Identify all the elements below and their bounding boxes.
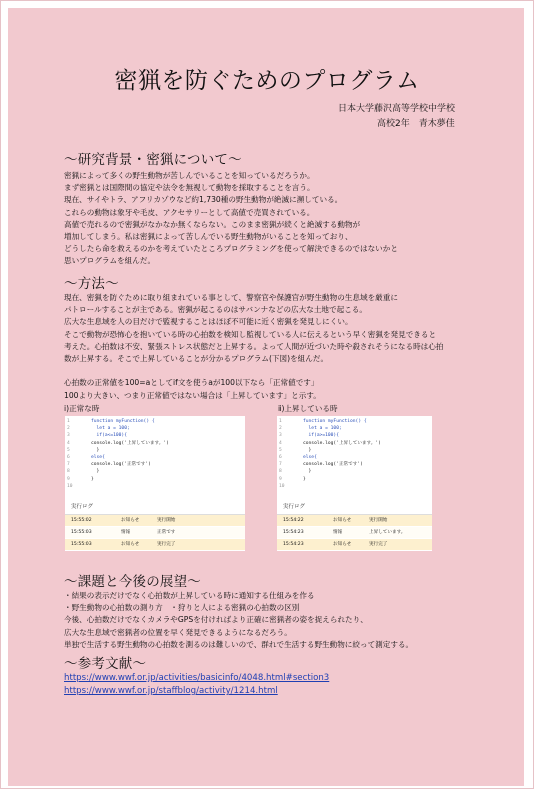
code-text: else{ <box>303 454 317 460</box>
code-line <box>277 454 432 461</box>
code-line <box>65 432 245 439</box>
code-line <box>277 440 432 447</box>
log-row <box>277 527 432 539</box>
caption-normal: i)正常な時 <box>64 404 100 413</box>
code-line <box>277 476 432 483</box>
code-line <box>277 425 432 432</box>
method-line: 現在、密猟を防ぐために取り組まれている事として、警察官や保護官が野生動物の生息域を厳重に <box>64 293 398 302</box>
line-number: 10 <box>279 483 285 489</box>
code-line <box>65 440 245 447</box>
line-number: 3 <box>279 433 282 439</box>
execution-log-title: 実行ログ <box>283 504 306 510</box>
log-message: 実行完了 <box>157 542 176 547</box>
code-text: } <box>91 476 94 482</box>
log-time: 15:55:02 <box>71 518 92 523</box>
log-row <box>277 515 432 527</box>
future-line: ・結果の表示だけでなく心拍数が上昇している時に通知する仕組みを作る <box>64 591 315 600</box>
code-editor <box>65 418 245 490</box>
log-message: 実行開始 <box>157 518 176 523</box>
line-number: 1 <box>67 419 70 424</box>
code-line <box>65 418 245 425</box>
method-line: そこで動物が恐怖心を抱いている時の心拍数を検知し監視している人に伝えるという早く密猟を発見できると <box>64 329 437 339</box>
method-line <box>64 365 443 377</box>
future-line: 単独で生活する野生動物の心拍数を測るのは難しいので、群れで生活する野生動物に絞って測定する。 <box>64 639 414 649</box>
background-line: どうしたら命を救えるのかを考えていたところプログラミングを使って解決できるのではないかと <box>64 244 398 254</box>
log-level: お知らせ <box>121 518 140 523</box>
future-line: ・野生動物の心拍数の測り方 ・狩りと人による密猟の心拍数の区別 <box>64 603 300 613</box>
code-text: let a = 100; <box>303 426 342 432</box>
code-text: else{ <box>91 454 105 460</box>
code-line <box>65 461 245 468</box>
background-line: 思いプログラムを組んだ。 <box>64 256 156 266</box>
reference-link[interactable]: https://www.wwf.or.jp/activities/basicinfo/4048.html#section3 <box>64 673 330 683</box>
future-line: 今後、心拍数だけでなくカメラやGPSを付ければより正確に密猟者の姿を捉えられたり、 <box>64 615 368 625</box>
code-text: } <box>303 469 312 475</box>
log-row <box>277 539 432 551</box>
log-time: 15:55:03 <box>71 530 92 535</box>
background-line: 増加してしまう。私は密猟によって苦しんでいる野生動物がいることを知っており、 <box>64 232 353 242</box>
poster-title: 密猟を防ぐためのプログラム <box>114 68 420 94</box>
code-line <box>65 468 245 475</box>
log-row <box>65 527 245 539</box>
code-text: } <box>303 447 312 453</box>
execution-log-title: 実行ログ <box>71 504 94 510</box>
future-line: 広大な生息域で密猟者の位置を早く発見できるようになるだろう。 <box>64 627 292 637</box>
code-text: console.log('正常です') <box>303 462 363 468</box>
method-line: パトロールすることが主である。密猟が起こるのはサバンナなどの広大な土地で起こる。 <box>64 305 367 315</box>
line-number: 9 <box>67 476 70 482</box>
background-text <box>64 170 398 268</box>
background-line: これらの動物は象牙や毛皮、アクセサリーとして高値で売買されている。 <box>64 207 315 217</box>
code-text: let a = 100; <box>91 426 130 432</box>
line-number: 8 <box>279 469 282 475</box>
code-text: function myFunction() { <box>303 419 367 424</box>
log-level: 情報 <box>121 530 131 535</box>
reference-link[interactable]: https://www.wwf.or.jp/staffblog/activity/1214.html <box>64 686 278 696</box>
background-line: まず密猟とは国際間の協定や法令を無視して動物を採取することを言う。 <box>64 183 315 193</box>
references-heading: ～参考文献～ <box>64 656 147 672</box>
log-row <box>65 515 245 527</box>
method-line: 心拍数の正常値を100=aとしてif文を使うaが100以下なら「正常値です」 <box>64 378 319 388</box>
log-message: 上昇しています。 <box>369 530 406 535</box>
line-number: 9 <box>279 476 282 482</box>
code-line <box>65 454 245 461</box>
code-line <box>277 483 432 490</box>
future-heading: ～課題と今後の展望～ <box>64 574 201 590</box>
screenshot-normal <box>65 416 245 548</box>
line-number: 5 <box>279 447 282 453</box>
code-line <box>277 461 432 468</box>
code-text: function myFunction() { <box>91 419 155 424</box>
method-line: 100より大きい、つまり正常値ではない場合は「上昇しています」と示す。 <box>64 390 321 400</box>
background-line: 密猟によって多くの野生動物が苦しんでいることを知っているだろうか。 <box>64 171 315 180</box>
execution-log <box>277 514 432 551</box>
code-text: console.log('上昇しています。') <box>91 440 169 446</box>
method-heading: ～方法～ <box>64 276 119 292</box>
author-name: 高校2年 青木夢佳 <box>377 119 455 129</box>
code-line <box>65 447 245 454</box>
line-number: 4 <box>279 440 282 446</box>
log-time: 15:54:23 <box>283 542 304 547</box>
log-time: 15:54:22 <box>283 518 304 523</box>
school-name: 日本大学藤沢高等学校中学校 <box>338 104 456 114</box>
method-line: 数が上昇する。そこで上昇していることが分かるプログラム(下図)を組んだ。 <box>64 354 329 364</box>
code-line <box>277 447 432 454</box>
method-line: 考えた。心拍数は不安、緊張ストレス状態だと上昇する。よって人間が近づいた時や殺されそうになる時は心拍 <box>64 341 444 351</box>
code-text: if(a>=100){ <box>303 433 339 439</box>
line-number: 10 <box>67 483 73 489</box>
line-number: 2 <box>279 426 282 432</box>
code-text: } <box>303 476 306 482</box>
line-number: 3 <box>67 433 70 439</box>
log-level: お知らせ <box>333 518 352 523</box>
code-line <box>65 425 245 432</box>
log-level: お知らせ <box>121 542 140 547</box>
caption-rising: ⅱ)上昇している時 <box>278 404 338 413</box>
code-text: console.log('上昇しています。') <box>303 440 381 446</box>
execution-log <box>65 514 245 551</box>
line-number: 6 <box>279 454 282 460</box>
log-level: お知らせ <box>333 542 352 547</box>
line-number: 2 <box>67 426 70 432</box>
line-number: 6 <box>67 454 70 460</box>
code-text: console.log('正常です') <box>91 462 151 468</box>
log-message: 実行完了 <box>369 542 388 547</box>
line-number: 1 <box>279 419 282 424</box>
code-editor <box>277 418 432 490</box>
code-text: } <box>91 469 100 475</box>
background-line: 高値で売れるので密猟がなかなか無くならない。このまま密猟が続くと絶滅する動物が <box>64 219 361 229</box>
log-message: 実行開始 <box>369 518 388 523</box>
screenshot-rising <box>277 416 432 548</box>
code-line <box>65 483 245 490</box>
line-number: 4 <box>67 440 70 446</box>
code-line <box>277 418 432 425</box>
line-number: 8 <box>67 469 70 475</box>
code-line <box>277 468 432 475</box>
log-message: 正常です <box>157 530 176 535</box>
background-heading: ～研究背景・密猟について～ <box>64 152 242 168</box>
log-level: 情報 <box>333 530 343 535</box>
code-line <box>65 476 245 483</box>
code-text: } <box>91 447 100 453</box>
background-line: 現在、サイやトラ、アフリカゾウなど約1,730種の野生動物が絶滅に瀕している。 <box>64 195 343 205</box>
line-number: 5 <box>67 447 70 453</box>
line-number: 7 <box>279 462 282 468</box>
code-text: if(a<=100){ <box>91 433 127 439</box>
future-text <box>64 590 413 651</box>
code-line <box>277 432 432 439</box>
line-number: 7 <box>67 462 70 468</box>
log-time: 15:55:03 <box>71 542 92 547</box>
method-text <box>64 292 443 402</box>
log-row <box>65 539 245 551</box>
method-line: 広大な生息域を人の目だけで監視することはほぼ不可能に近く密猟を発見しにくい。 <box>64 317 353 327</box>
log-time: 15:54:23 <box>283 530 304 535</box>
